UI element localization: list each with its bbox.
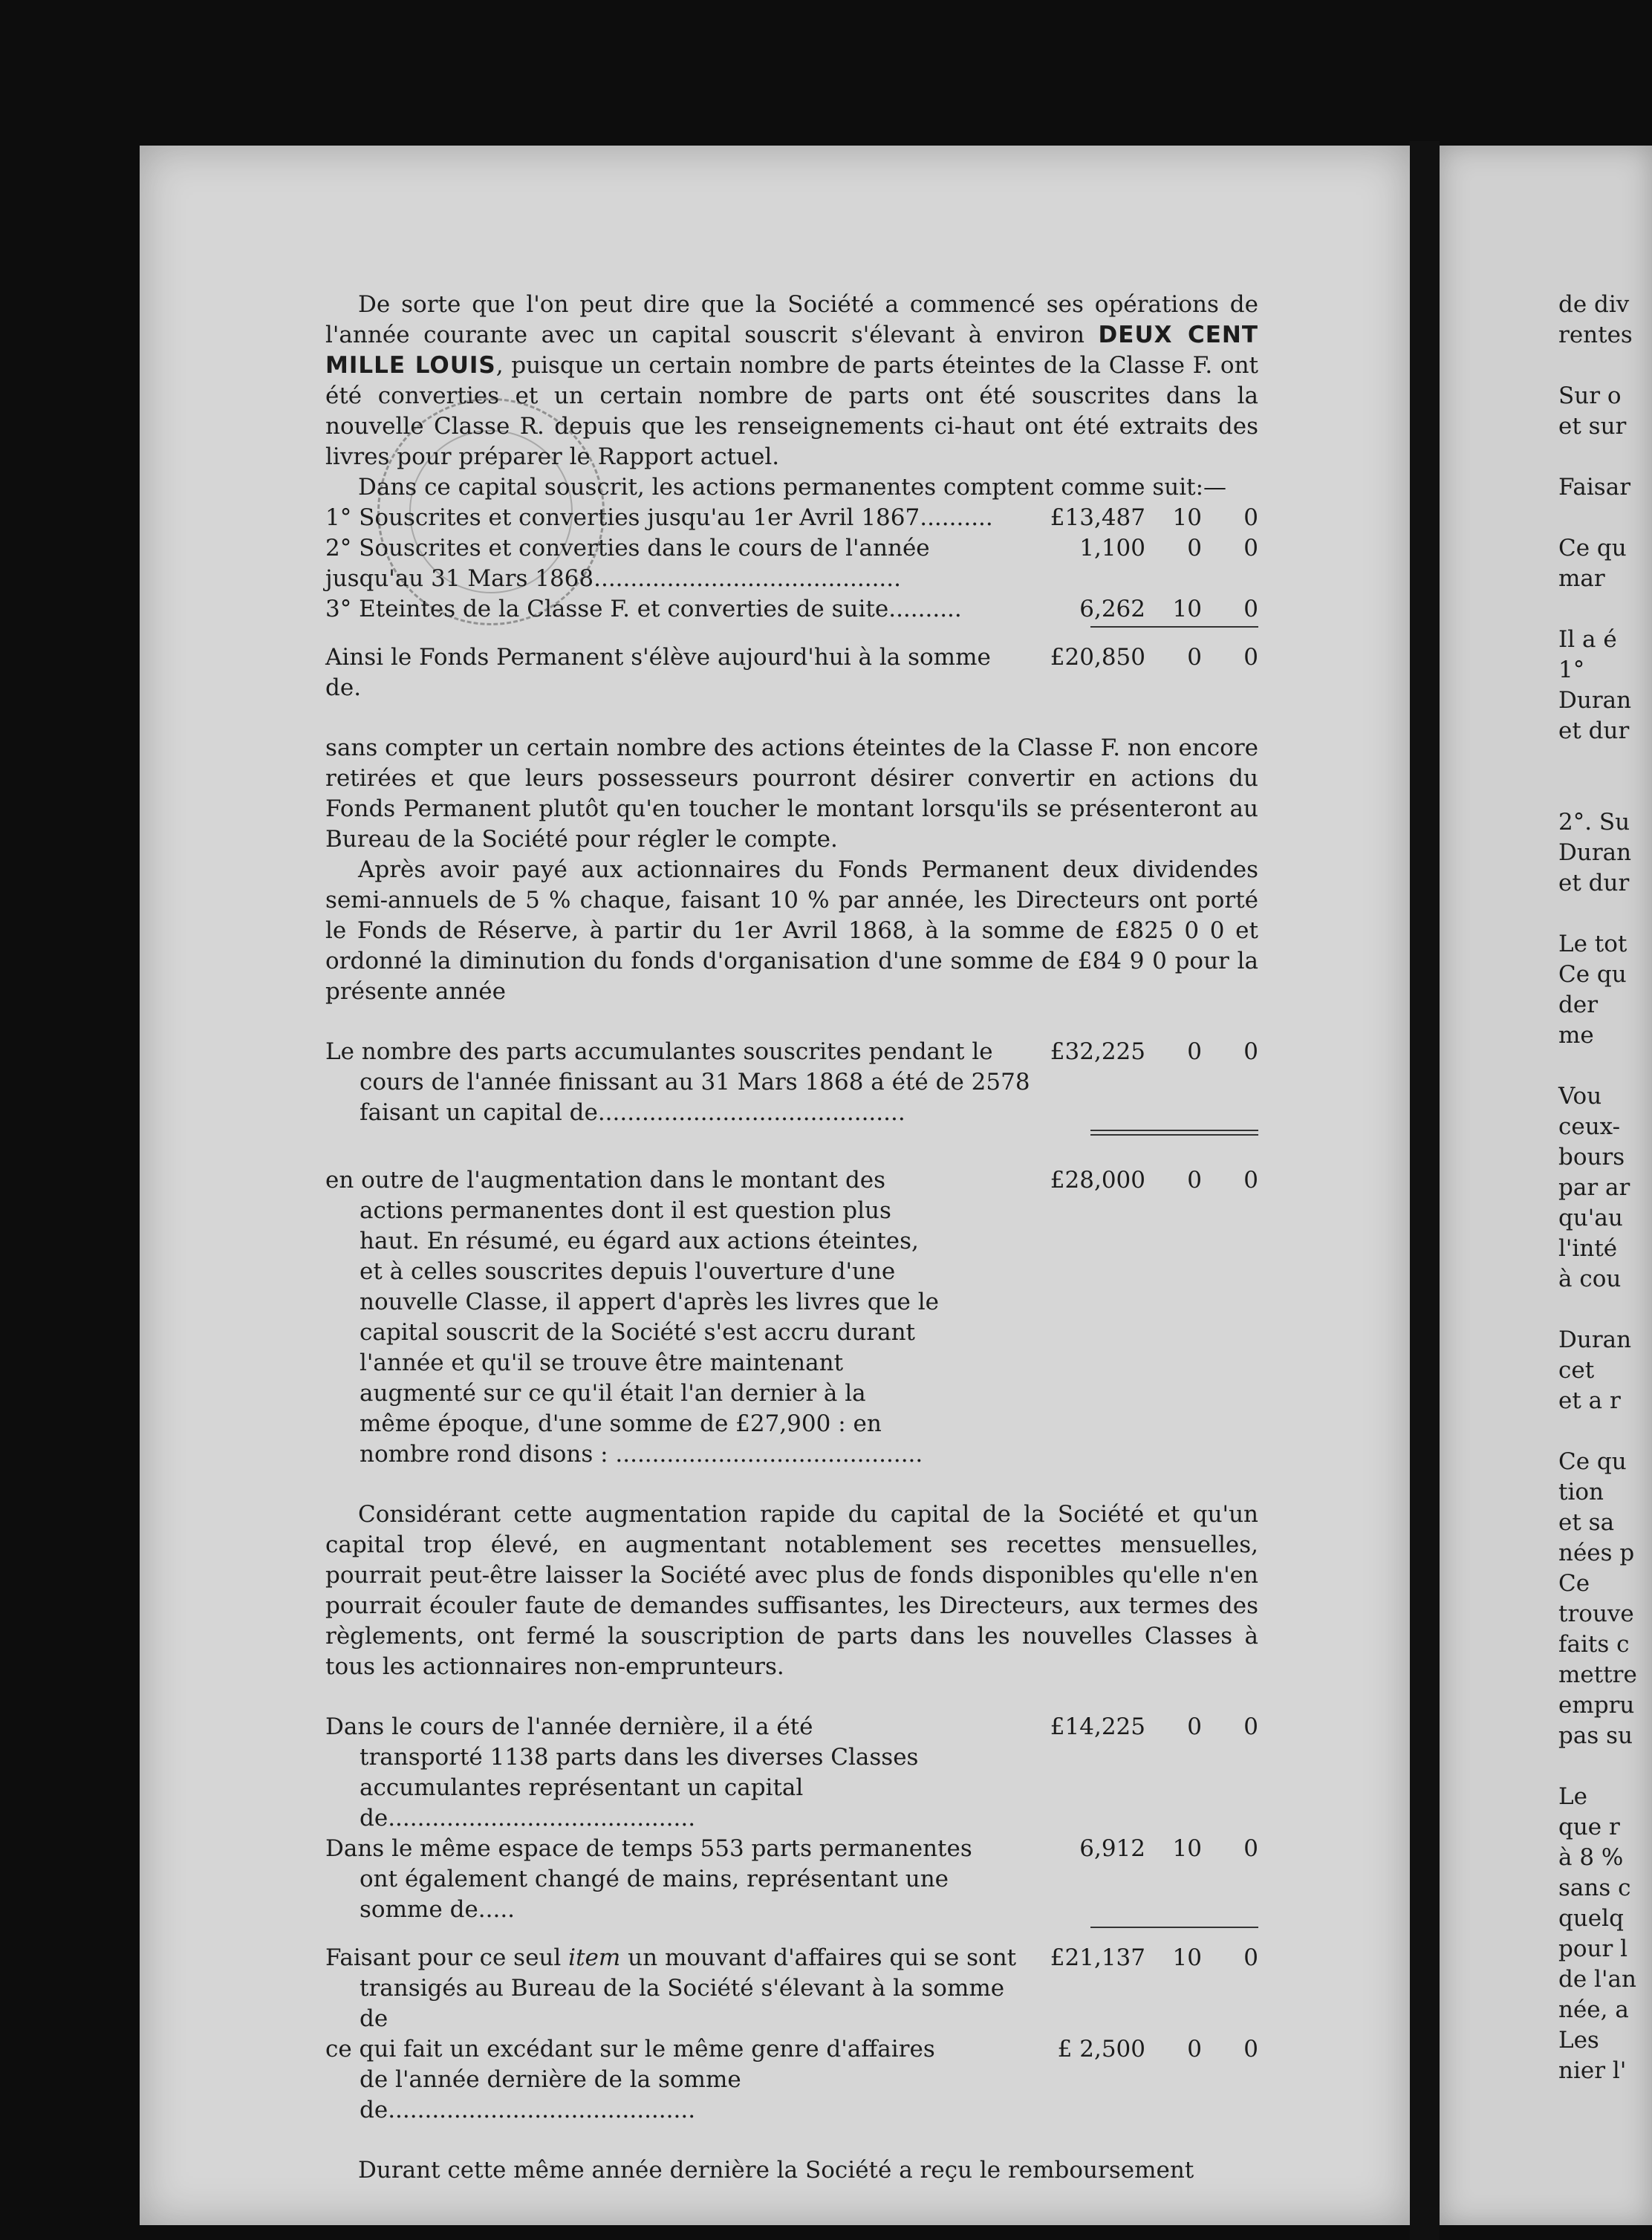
right-fragment: Ce <box>1558 1570 1590 1597</box>
right-fragment: sans c <box>1558 1875 1631 1901</box>
right-fragment: nées p <box>1558 1540 1635 1566</box>
right-fragment: Duran <box>1558 687 1632 714</box>
paragraph-7: Considérant cette augmentation rapide du capital de la Société et qu'un capital trop élevé, en augmentant notablement ses recettes mensuelles, pourrait peut-être laisser la Société avec plus de fonds disponibles qu'elle n'en pourrait écouler faute de demandes suffisantes, les Directeurs, aux termes des règlements, ont fermé la souscription de parts dans les nouvelles Classes à tous les actionnaires non-emprunteurs. <box>325 1501 1258 1680</box>
right-fragment: 2°. Su <box>1558 809 1630 836</box>
right-fragment: que r <box>1558 1814 1620 1840</box>
right-fragment: de l'an <box>1558 1966 1636 1993</box>
right-fragment: cet <box>1558 1357 1595 1384</box>
paragraph-12: Durant cette même année dernière la Société a reçu le remboursement <box>358 2157 1194 2184</box>
right-page-text <box>1558 290 1652 2086</box>
right-fragment: Sur o <box>1558 382 1622 409</box>
right-fragment: et a r <box>1558 1387 1621 1414</box>
right-fragment: qu'au <box>1558 1205 1623 1231</box>
right-fragment: Ce qu <box>1558 535 1627 561</box>
right-fragment: pour l <box>1558 1935 1628 1962</box>
right-fragment: Le <box>1558 1783 1587 1810</box>
right-fragment <box>1558 899 1652 929</box>
right-fragment <box>1558 777 1652 807</box>
right-fragment: me <box>1558 1022 1594 1049</box>
right-fragment: Duran <box>1558 1326 1632 1353</box>
right-fragment: nier l' <box>1558 2057 1627 2084</box>
total-fonds-permanent: Ainsi le Fonds Permanent s'élève aujourd'hui à la somme de. £20,850 0 0 <box>325 644 1258 701</box>
excess-row: ce qui fait un excédant sur le même genre d'affaires de l'année dernière de la somme de.......................................... £ 2,500 0 0 <box>325 2036 1258 2123</box>
business-volume-row: Faisant pour ce seul item un mouvant d'affaires qui se sont transigés au Bureau de la Société s'élevant à la somme de £21,137 10 0 <box>325 1944 1258 2032</box>
right-fragment: ceux- <box>1558 1113 1621 1140</box>
paragraph-4: Après avoir payé aux actionnaires du Fonds Permanent deux dividendes semi-annuels de 5 % chaque, faisant 10 % par année, les Directeurs ont porté le Fonds de Réserve, à partir du 1er Avril 1868, à la somme de £825 0 0 et ordonné la diminution du fonds d'organisation d'une somme de £84 9 0 pour la présente année <box>325 856 1258 1005</box>
document-body <box>325 290 1258 2186</box>
right-fragment <box>1558 594 1652 625</box>
right-fragment: de div <box>1558 291 1630 318</box>
right-fragment: et sa <box>1558 1509 1615 1536</box>
item-2: 2° Souscrites et converties dans le cours de l'année jusqu'au 31 Mars 1868.......................................... 1,100 0 0 <box>325 535 1258 592</box>
right-fragment <box>1558 351 1652 381</box>
right-fragment: l'inté <box>1558 1235 1618 1262</box>
right-fragment: Ce qu <box>1558 961 1627 988</box>
right-fragment <box>1558 1751 1652 1782</box>
right-fragment: par ar <box>1558 1174 1630 1201</box>
right-fragment: faits c <box>1558 1631 1630 1658</box>
right-fragment: tion <box>1558 1479 1604 1505</box>
paragraph-2: Dans ce capital souscrit, les actions permanentes comptent comme suit:— <box>358 474 1227 501</box>
right-fragment: née, a <box>1558 1996 1629 2023</box>
paragraph-1: De sorte que l'on peut dire que la Société a commencé ses opérations de l'année courante avec un capital souscrit s'élevant à environ DEUX CENT MILLE LOUIS, puisque un certain nombre de parts éteintes de la Classe F. ont été converties et un certain nombre de parts ont été souscrites dans la nouvelle Classe R. depuis que les renseignements ci-haut ont été extraits des livres pour préparer le Rapport actuel. <box>325 291 1258 470</box>
right-fragment: Faisar <box>1558 474 1631 501</box>
right-fragment <box>1558 1416 1652 1447</box>
page-gutter <box>1410 141 1440 2240</box>
right-fragment: et sur <box>1558 413 1627 440</box>
right-fragment <box>1558 442 1652 472</box>
right-fragment <box>1558 1295 1652 1325</box>
right-fragment: et dur <box>1558 717 1630 744</box>
transfer-permanent-row: Dans le même espace de temps 553 parts permanentes ont également changé de mains, représentant une somme de..... 6,912 10 0 <box>325 1835 1258 1923</box>
right-fragment: trouve <box>1558 1601 1634 1627</box>
right-fragment: Duran <box>1558 839 1632 866</box>
double-rule <box>1090 1130 1258 1136</box>
item-3: 3° Eteintes de la Classe F. et converties de suite.......... 6,262 10 0 <box>325 596 1258 622</box>
right-fragment: mettre <box>1558 1661 1637 1688</box>
transfer-accumulating-row: Dans le cours de l'année dernière, il a été transporté 1138 parts dans les diverses Classes accumulantes représentant un capital de.......................................... £14,225 0 0 <box>325 1713 1258 1832</box>
right-fragment: rentes <box>1558 322 1633 348</box>
right-fragment: Ce qu <box>1558 1448 1627 1475</box>
capital-increase-row: en outre de l'augmentation dans le montant des actions permanentes dont il est question plus haut. En résumé, eu égard aux actions éteintes, et à celles souscrites depuis l'ouverture d'une nouvelle Classe, il appert d'après les livres que le capital souscrit de la Société s'est accru durant l'année et qu'il se trouve être maintenant augmenté sur ce qu'il était l'an dernier à la même époque, d'une somme de £27,900 : en nombre rond disons : .......................................... £28,000 0 0 <box>325 1167 1258 1468</box>
right-fragment: pas su <box>1558 1722 1633 1749</box>
right-fragment: à 8 % <box>1558 1844 1624 1871</box>
right-fragment: Les <box>1558 2027 1599 2054</box>
right-fragment: quelq <box>1558 1905 1624 1932</box>
right-fragment: et dur <box>1558 870 1630 896</box>
right-fragment: mar <box>1558 565 1605 592</box>
right-fragment: bours <box>1558 1144 1625 1171</box>
right-fragment: Vou <box>1558 1083 1602 1110</box>
right-fragment <box>1558 1051 1652 1081</box>
right-fragment: empru <box>1558 1692 1635 1719</box>
right-fragment <box>1558 746 1652 777</box>
right-fragment <box>1558 503 1652 533</box>
right-fragment: Le tot <box>1558 931 1627 957</box>
right-fragment: 1° <box>1558 657 1585 683</box>
right-fragment: à cou <box>1558 1266 1622 1292</box>
paragraph-3: sans compter un certain nombre des actions éteintes de la Classe F. non encore retirées et que leurs possesseurs pourront désirer convertir en actions du Fonds Permanent plutôt qu'en toucher le montant lorsqu'ils se présenteront au Bureau de la Société pour régler le compte. <box>325 735 1258 853</box>
right-fragment: der <box>1558 992 1599 1018</box>
accumulating-shares-row: Le nombre des parts accumulantes souscrites pendant le cours de l'année finissant au 31 Mars 1868 a été de 2578 faisant un capital de.......................................... £32,225 0 0 <box>325 1038 1258 1126</box>
right-fragment: Il a é <box>1558 626 1617 653</box>
item-1: 1° Souscrites et converties jusqu'au 1er Avril 1867.......... £13,487 10 0 <box>325 504 1258 531</box>
